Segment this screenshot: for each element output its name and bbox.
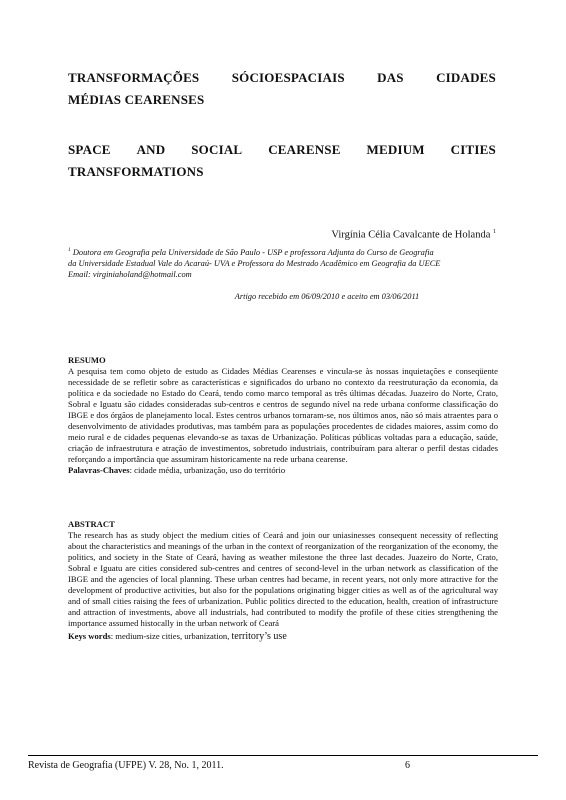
title-portuguese	[68, 67, 496, 111]
keywords-text-tail: territory’s use	[231, 631, 287, 642]
affiliation-line: da Universidade Estadual Vale do Acaraú- UVA e Professora do Mestrado Acadêmico em Geografia da UECE	[68, 258, 441, 268]
title-en-word: SOCIAL	[191, 142, 243, 157]
footer-rule	[28, 755, 538, 756]
title-pt-word: DAS	[377, 70, 404, 85]
resumo-keywords	[68, 465, 498, 476]
footer-journal: Revista de Geografia (UFPE) V. 28, No. 1, 2011.	[28, 760, 224, 771]
keywords-label: Palavras-Chaves	[68, 465, 130, 475]
abstract-section	[68, 519, 498, 642]
received-date: Artigo recebido em 06/09/2010 e aceito em 03/06/2011	[234, 292, 420, 301]
abstract-keywords	[68, 631, 498, 642]
title-pt-word: TRANSFORMAÇÕES	[68, 70, 200, 85]
keywords-text: : cidade média, urbanização, uso do território	[129, 465, 286, 475]
abstract-heading: ABSTRACT	[68, 519, 115, 529]
title-pt-word: CIDADES	[436, 70, 496, 85]
title-en-word: AND	[136, 142, 166, 157]
title-en-word: SPACE	[68, 142, 111, 157]
title-pt-line1	[68, 67, 496, 89]
title-en-line2: TRANSFORMATIONS	[68, 164, 204, 179]
title-en-word: MEDIUM	[366, 142, 425, 157]
resumo-body: A pesquisa tem como objeto de estudo as Cidades Médias Cearenses e vincula-se às nossas inquietações e conseqüente necessidade de se refletir sobre as características e significados do urbano no contexto da reestruturação da economia, da política e da sociedade no Estado do Ceará, tendo como marco temporal as três últimas décadas. Juazeiro do Norte, Crato, Sobral e Iguatu são cidades consideradas sub-centros e centros de segundo nível na rede urbana conforme classificação do IBGE e dos órgãos de planejamento local. Estes centros urbanos tornaram-se, nos últimos anos, não só mais atraentes para o desenvolvimento de atividades produtivas, mas também para as populações procedentes de cidades maiores, assim como do meio rural e de cidades pequenas elevando-se as taxas de Urbanização. Políticas públicas voltadas para a educação, saúde, criação de infraestrutura e atração de investimentos, sobretudo industriais, contribuíram para alterar o perfil destas cidades reforçando a importância que assumiram historicamente na rede urbana cearense.	[68, 366, 498, 464]
title-pt-word: SÓCIOESPACIAIS	[231, 70, 345, 85]
author-name: Virgínia Célia Cavalcante de Holanda	[331, 229, 491, 241]
resumo-heading: RESUMO	[68, 355, 106, 365]
author-footnote-marker: 1	[493, 229, 496, 235]
author-affiliation	[68, 245, 508, 280]
keywords-label: Keys words	[68, 631, 111, 641]
abstract-body: The research has as study object the medium cities of Ceará and join our uniasinesses consequent necessity of reflecting about the characteristics and meanings of the urban in the context of reorganization of the reorganization of the economy, the politics, and society in the State of Ceará, having as weather milestone the three last decades. Juazeiro do Norte, Crato, Sobral e Iguatu are cities considered sub-centres and centres of second-level in the urban network as classification of the IBGE and the agencies of local planning. These urban centres had became, in recent years, not only more attractive for the development of productive activities, but also for the populations originating bigger cities as well as of the agricultural way and of small cities raising the fees of urbanization. Public politics directed to the education, health, creation of infrastructure and attraction of investments, above all industrials, had contributed to modify the profile of these cities strengthening the importance assumed histocally in the urban network of Ceará	[68, 530, 498, 628]
title-en-line1	[68, 139, 496, 161]
resumo-section	[68, 355, 498, 476]
author-email: Email: virginiaholand@hotmail.com	[68, 269, 192, 279]
affiliation-marker: 1	[68, 247, 71, 253]
keywords-text: : medium-size cities, urbanization,	[110, 631, 232, 641]
title-pt-line2: MÉDIAS CEARENSES	[68, 92, 205, 107]
affiliation-text: Doutora em Geografia pela Universidade de São Paulo - USP e professora Adjunta do Curso de Geografia	[72, 247, 434, 257]
title-en-word: CITIES	[450, 142, 496, 157]
page-number: 6	[405, 760, 410, 771]
affiliation-line	[68, 245, 508, 258]
title-en-word: CEARENSE	[268, 142, 341, 157]
author	[68, 229, 496, 241]
title-english	[68, 139, 496, 183]
